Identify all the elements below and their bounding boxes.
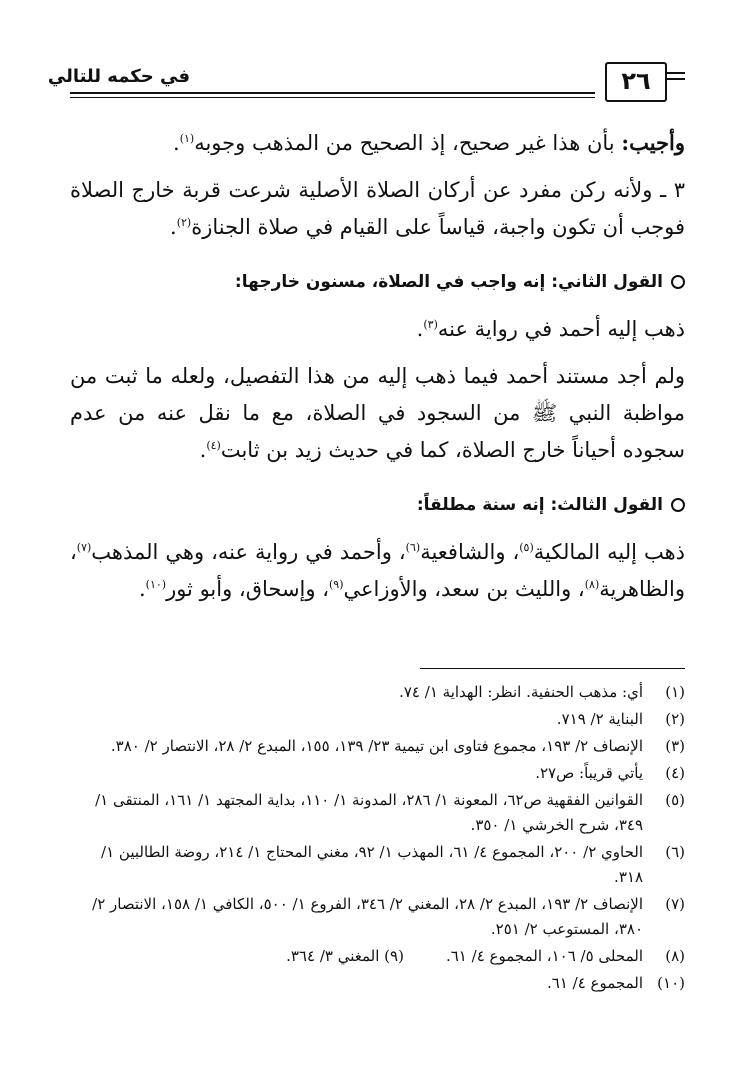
footnotes	[70, 680, 685, 998]
footnote-ref[interactable]: (٢)	[176, 216, 192, 229]
footnote: (٨) المحلى ٥/ ١٠٦، المجموع ٤/ ٦١.(٩) المغني ٣/ ٣٦٤.	[70, 944, 685, 969]
footnote-number: (٦)	[665, 843, 685, 861]
section-heading: القول الثاني: إنه واجب في الصلاة، مسنون خارجها:	[70, 264, 685, 301]
footnote: (١) أي: مذهب الحنفية. انظر: الهداية ١/ ٧٤.	[70, 680, 685, 705]
footnote-number: (٧)	[665, 895, 685, 913]
page-number: ٢٦	[605, 62, 667, 102]
footnote-ref[interactable]: (١)	[179, 132, 195, 145]
footnote-number: (١)	[665, 683, 685, 701]
running-title: في حكمه للتالي	[47, 66, 190, 87]
footnote: (١٠) المجموع ٤/ ٦١.	[70, 971, 685, 996]
paragraph: ٣ ـ ولأنه ركن مفرد عن أركان الصلاة الأصلية شرعت قربة خارج الصلاة فوجب أن تكون واجبة، قياساً على القيام في صلاة الجنازة$^{(٢)}$.	[70, 178, 685, 239]
header-ornament	[667, 72, 685, 74]
paragraph: ذهب إليه المالكية$^{(٥)}$، والشافعية$^{(٦)}$، وأحمد في رواية عنه، وهي المذهب$^{(٧)}$، والظاهرية$^{(٨)}$، والليث بن سعد، والأوزاعي$^{(٩)}$، وإسحاق، وأبو ثور$^{(١٠)}$.	[70, 540, 686, 601]
footnote-ref[interactable]: (٣)	[423, 318, 438, 331]
footnote-number: (٢)	[665, 710, 685, 728]
footnote-ref[interactable]: (٥)	[519, 541, 534, 554]
footnote: (٢) البناية ٢/ ٧١٩.	[70, 707, 685, 732]
footnote: (٣) الإنصاف ٢/ ١٩٣، مجموع فتاوى ابن تيمية ٢٣/ ١٣٩، ١٥٥، المبدع ٢/ ٢٨، الانتصار ٢/ ٣٨٠.	[70, 734, 685, 759]
paragraph: ذهب إليه أحمد في رواية عنه$^{(٣)}$.	[416, 317, 685, 341]
header-ornament	[667, 78, 685, 80]
footnote-number: (٤)	[665, 764, 685, 782]
footnote-ref[interactable]: (٨)	[584, 578, 600, 591]
footnote-ref[interactable]: (٩)	[328, 578, 344, 591]
circle-bullet-icon	[671, 498, 685, 512]
footnote: (٧) الإنصاف ٢/ ١٩٣، المبدع ٢/ ٢٨، المغني ٢/ ٣٤٦، الفروع ١/ ٥٠٠، الكافي ١/ ١٥٨، الانتصار ٢/ ٣٨٠، المستوعب ٢/ ٢٥١.	[70, 892, 685, 942]
paragraph: ولم أجد مستند أحمد فيما ذهب إليه من هذا التفصيل، ولعله ما ثبت من مواظبة النبي ﷺ من السجود في الصلاة، مع ما نقل عنه من عدم سجوده أحياناً خارج الصلاة، كما في حديث زيد بن ثابت$^{(٤)}$.	[70, 364, 685, 462]
footnote-separator	[420, 668, 685, 669]
footnote-ref[interactable]: (٦)	[405, 541, 421, 554]
footnote-number: (٨)	[665, 947, 685, 965]
main-text	[70, 124, 685, 608]
paragraph: وأجيب: بأن هذا غير صحيح، إذ الصحيح من المذهب وجوبه$^{(١)}$.	[173, 130, 685, 155]
footnote-number: (٣)	[665, 737, 685, 755]
footnote-number: (٩)	[384, 947, 404, 965]
footnote-number: (١٠)	[657, 974, 685, 992]
page-header	[47, 56, 685, 104]
footnote-ref[interactable]: (٤)	[206, 439, 221, 452]
footnote-ref[interactable]: (١٠)	[145, 578, 167, 591]
answer-label: وأجيب:	[621, 130, 685, 155]
footnote: (٥) القوانين الفقهية ص٦٢، المعونة ١/ ٢٨٦، المدونة ١/ ١١٠، بداية المجتهد ١/ ١٦١، المنتقى ١/ ٣٤٩، شرح الخرشي ١/ ٣٥٠.	[70, 788, 685, 838]
section-heading: القول الثالث: إنه سنة مطلقاً:	[70, 487, 685, 524]
circle-bullet-icon	[671, 275, 685, 289]
header-rule-thin	[70, 97, 595, 98]
header-rule	[70, 92, 595, 94]
footnote-number: (٥)	[665, 791, 685, 809]
footnote: (٦) الحاوي ٢/ ٢٠٠، المجموع ٤/ ٦١، المهذب ١/ ٩٢، مغني المحتاج ١/ ٢١٤، روضة الطالبين ١/ ٣١٨.	[70, 840, 685, 890]
footnote: (٤) يأتي قريباً: ص٢٧.	[70, 761, 685, 786]
footnote-ref[interactable]: (٧)	[76, 541, 92, 554]
